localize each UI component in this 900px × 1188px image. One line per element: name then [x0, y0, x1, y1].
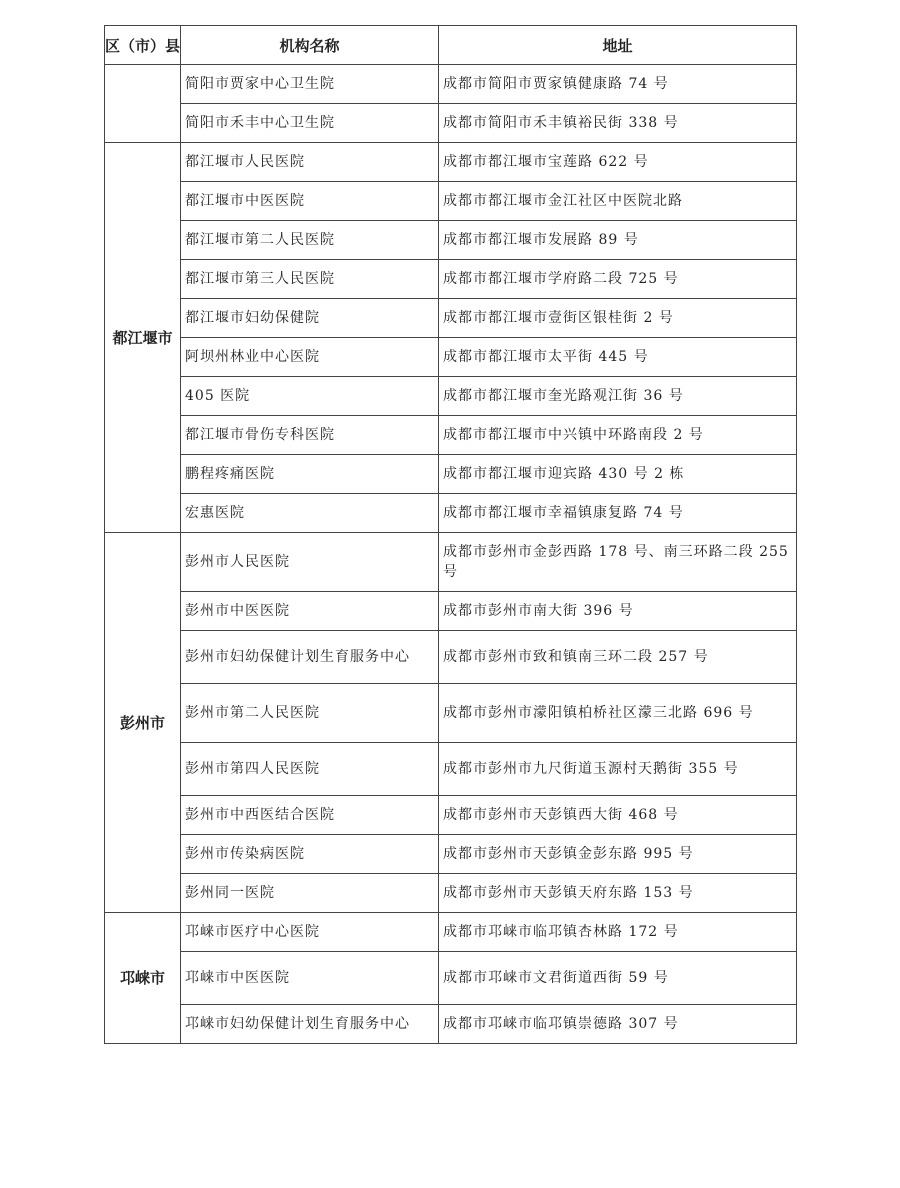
institution-address: 成都市彭州市致和镇南三环二段 257 号 — [439, 631, 797, 684]
institution-name: 简阳市贾家中心卫生院 — [181, 65, 439, 104]
institution-address: 成都市都江堰市宝莲路 622 号 — [439, 143, 797, 182]
table-row — [105, 533, 797, 592]
institution-name: 邛崃市中医医院 — [181, 952, 439, 1005]
institution-name: 都江堰市第二人民医院 — [181, 221, 439, 260]
institution-address: 成都市简阳市贾家镇健康路 74 号 — [439, 65, 797, 104]
institution-address: 成都市彭州市南大街 396 号 — [439, 592, 797, 631]
institution-address: 成都市邛崃市临邛镇杏林路 172 号 — [439, 913, 797, 952]
institution-name: 彭州市妇幼保健计划生育服务中心 — [181, 631, 439, 684]
table-row — [105, 338, 797, 377]
institution-address: 成都市都江堰市幸福镇康复路 74 号 — [439, 494, 797, 533]
institution-name: 都江堰市妇幼保健院 — [181, 299, 439, 338]
institution-address: 成都市彭州市天彭镇金彭东路 995 号 — [439, 835, 797, 874]
table-row — [105, 874, 797, 913]
institution-name: 简阳市禾丰中心卫生院 — [181, 104, 439, 143]
institution-name: 宏惠医院 — [181, 494, 439, 533]
district-cell-qionglai: 邛崃市 — [105, 913, 181, 1044]
table-row — [105, 913, 797, 952]
table-row — [105, 952, 797, 1005]
table-row — [105, 743, 797, 796]
table-row — [105, 835, 797, 874]
institution-address: 成都市都江堰市金江社区中医院北路 — [439, 182, 797, 221]
institution-address: 成都市都江堰市壹街区银桂街 2 号 — [439, 299, 797, 338]
table-row — [105, 592, 797, 631]
institution-address: 成都市都江堰市奎光路观江街 36 号 — [439, 377, 797, 416]
table-row — [105, 221, 797, 260]
table-row — [105, 104, 797, 143]
institution-address: 成都市彭州市天彭镇西大街 468 号 — [439, 796, 797, 835]
institution-address: 成都市都江堰市发展路 89 号 — [439, 221, 797, 260]
institution-name: 彭州市中西医结合医院 — [181, 796, 439, 835]
institution-address: 成都市彭州市濛阳镇柏桥社区濛三北路 696 号 — [439, 684, 797, 743]
institution-name: 鹏程疼痛医院 — [181, 455, 439, 494]
institution-table — [104, 25, 797, 1044]
district-cell-continued — [105, 65, 181, 143]
institution-name: 都江堰市骨伤专科医院 — [181, 416, 439, 455]
institution-name: 彭州同一医院 — [181, 874, 439, 913]
institution-name: 彭州市人民医院 — [181, 533, 439, 592]
institution-address: 成都市邛崃市文君街道西街 59 号 — [439, 952, 797, 1005]
institution-name: 彭州市第四人民医院 — [181, 743, 439, 796]
header-address: 地址 — [439, 26, 797, 65]
institution-name: 邛崃市妇幼保健计划生育服务中心 — [181, 1005, 439, 1044]
table-header-row — [105, 26, 797, 65]
institution-address: 成都市邛崃市临邛镇崇德路 307 号 — [439, 1005, 797, 1044]
institution-address: 成都市都江堰市太平街 445 号 — [439, 338, 797, 377]
table-row — [105, 416, 797, 455]
institution-name: 405 医院 — [181, 377, 439, 416]
header-district: 区（市）县 — [105, 26, 181, 65]
table-row — [105, 299, 797, 338]
institution-address: 成都市彭州市天彭镇天府东路 153 号 — [439, 874, 797, 913]
table-row — [105, 494, 797, 533]
table-row — [105, 260, 797, 299]
table-row — [105, 143, 797, 182]
institution-name: 都江堰市第三人民医院 — [181, 260, 439, 299]
table-row — [105, 1005, 797, 1044]
institution-name: 阿坝州林业中心医院 — [181, 338, 439, 377]
institution-address: 成都市都江堰市学府路二段 725 号 — [439, 260, 797, 299]
table-row — [105, 182, 797, 221]
header-institution-name: 机构名称 — [181, 26, 439, 65]
institution-address: 成都市简阳市禾丰镇裕民街 338 号 — [439, 104, 797, 143]
institution-name: 彭州市传染病医院 — [181, 835, 439, 874]
table-row — [105, 377, 797, 416]
district-cell-dujiangyan: 都江堰市 — [105, 143, 181, 533]
institution-address: 成都市彭州市金彭西路 178 号、南三环路二段 255 号 — [439, 533, 797, 592]
institution-address: 成都市都江堰市迎宾路 430 号 2 栋 — [439, 455, 797, 494]
table-row — [105, 684, 797, 743]
institution-address: 成都市都江堰市中兴镇中环路南段 2 号 — [439, 416, 797, 455]
institution-name: 彭州市第二人民医院 — [181, 684, 439, 743]
table-row — [105, 455, 797, 494]
institution-name: 邛崃市医疗中心医院 — [181, 913, 439, 952]
institution-name: 都江堰市中医医院 — [181, 182, 439, 221]
table-row — [105, 796, 797, 835]
institution-name: 彭州市中医医院 — [181, 592, 439, 631]
table-row — [105, 631, 797, 684]
institution-name: 都江堰市人民医院 — [181, 143, 439, 182]
district-cell-pengzhou: 彭州市 — [105, 533, 181, 913]
table-row — [105, 65, 797, 104]
institution-address: 成都市彭州市九尺街道玉源村天鹅街 355 号 — [439, 743, 797, 796]
